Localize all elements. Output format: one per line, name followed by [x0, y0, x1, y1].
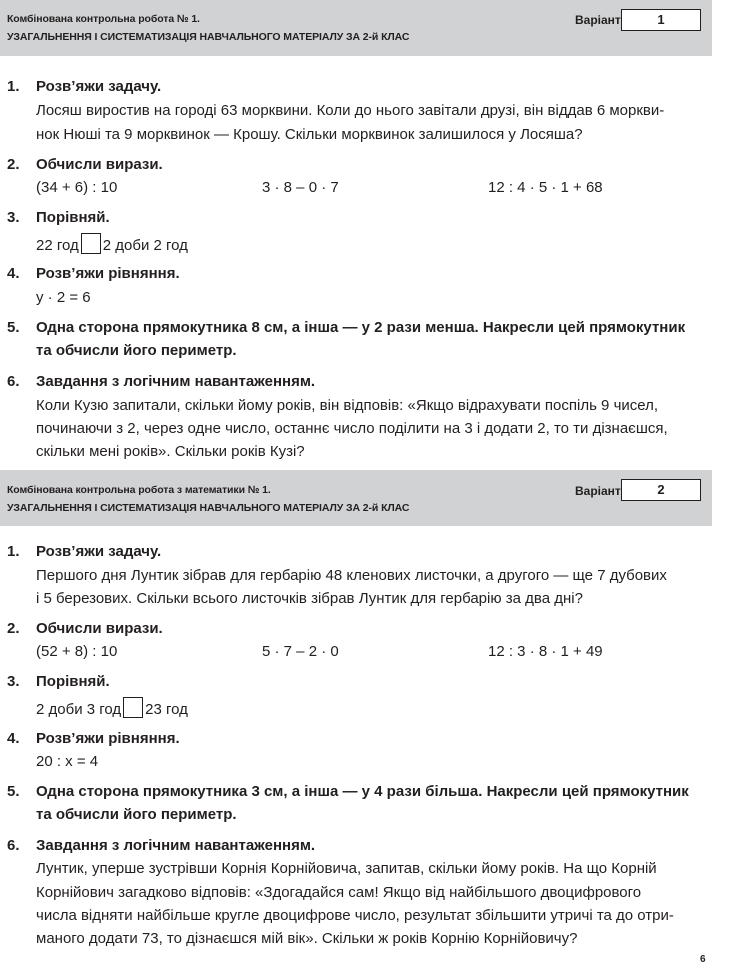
task-number: 3. [7, 673, 20, 690]
task-title: Обчисли вирази. [36, 620, 163, 637]
task-title: Розв’яжи задачу. [36, 543, 162, 560]
task-number: 2. [7, 156, 20, 173]
expression: 5 · 7 – 2 · 0 [262, 643, 339, 660]
variant-2-header [0, 470, 712, 526]
task-title: Розв’яжи рівняння. [36, 730, 180, 747]
comparison [36, 697, 188, 718]
comparison-left: 2 доби 3 год [36, 701, 122, 718]
task-text: маного додати 73, то дізнаєшся мій вік». Скільки ж років Корнію Корнійовичу? [36, 930, 578, 947]
header-title: Комбінована контрольна робота № 1. [7, 13, 200, 25]
variant-label: Варіант [575, 13, 621, 27]
comparison [36, 233, 188, 254]
task-number: 4. [7, 265, 20, 282]
expression: (34 + 6) : 10 [36, 179, 118, 196]
task-title: Завдання з логічним навантаженням. [36, 373, 316, 390]
expression: 12 : 4 · 5 · 1 + 68 [488, 179, 603, 196]
task-number: 2. [7, 620, 20, 637]
equation: 20 : x = 4 [36, 753, 99, 770]
task-title: та обчисли його периметр. [36, 806, 237, 823]
header-subtitle: УЗАГАЛЬНЕННЯ І СИСТЕМАТИЗАЦІЯ НАВЧАЛЬНОГО МАТЕРІАЛУ ЗА 2-й КЛАС [7, 502, 410, 514]
page-number: 6 [700, 954, 706, 965]
task-number: 5. [7, 319, 20, 336]
comparison-left: 22 год [36, 237, 79, 254]
task-title: Порівняй. [36, 209, 110, 226]
task-title: Розв’яжи задачу. [36, 78, 162, 95]
equation: y · 2 = 6 [36, 289, 91, 306]
task-text: Коли Кузю запитали, скільки йому років, він відповів: «Якщо відрахувати поспіль 9 чисел, [36, 397, 659, 414]
expression: 3 · 8 – 0 · 7 [262, 179, 339, 196]
task-text: Лунтик, уперше зустрівши Корнія Корнійовича, запитав, скільки йому років. На що Корній [36, 860, 657, 877]
task-text: Першого дня Лунтик зібрав для гербарію 48 кленових листочки, а другого — ще 7 дубових [36, 567, 667, 584]
task-number: 5. [7, 783, 20, 800]
task-text: Лосяш виростив на городі 63 морквини. Коли до нього завітали друзі, він віддав 6 моркви- [36, 102, 665, 119]
header-title: Комбінована контрольна робота з математики № 1. [7, 484, 271, 496]
comparison-right: 23 год [145, 701, 188, 718]
expression: 12 : 3 · 8 · 1 + 49 [488, 643, 603, 660]
task-title: Розв’яжи рівняння. [36, 265, 180, 282]
task-text: нок Нюші та 9 морквинок — Крошу. Скільки морквинок залишилося у Лосяша? [36, 126, 583, 143]
task-text: починаючи з 2, через одне число, останнє число поділити на 3 і додати 2, то ти дізнаєшся, [36, 420, 668, 437]
variant-1-header [0, 0, 712, 56]
comparison-box[interactable] [81, 233, 101, 254]
task-title: Порівняй. [36, 673, 110, 690]
comparison-right: 2 доби 2 год [102, 237, 188, 254]
task-number: 4. [7, 730, 20, 747]
task-text: і 5 березових. Скільки всього листочків зібрав Лунтик для гербарію за два дні? [36, 590, 583, 607]
task-text: Корнійович загадково відповів: «Здогадайся сам! Якщо від найбільшого двоцифрового [36, 884, 642, 901]
variant-number-box: 1 [621, 9, 701, 31]
task-title: Одна сторона прямокутника 8 см, а інша — у 2 рази менша. Накресли цей прямокутник [36, 319, 686, 336]
task-number: 1. [7, 543, 20, 560]
task-text: скільки мені років». Скільки років Кузі? [36, 443, 305, 460]
task-number: 6. [7, 837, 20, 854]
expression: (52 + 8) : 10 [36, 643, 118, 660]
variant-number-box: 2 [621, 479, 701, 501]
task-text: числа відняти найбільше кругле двоцифрове число, результат збільшити утричі та до отри- [36, 907, 674, 924]
comparison-box[interactable] [123, 697, 143, 718]
task-title: Одна сторона прямокутника 3 см, а інша — у 4 рази більша. Накресли цей прямокутник [36, 783, 689, 800]
task-title: та обчисли його периметр. [36, 342, 237, 359]
task-number: 3. [7, 209, 20, 226]
task-title: Обчисли вирази. [36, 156, 163, 173]
variant-label: Варіант [575, 484, 621, 498]
task-number: 1. [7, 78, 20, 95]
task-number: 6. [7, 373, 20, 390]
task-title: Завдання з логічним навантаженням. [36, 837, 316, 854]
header-subtitle: УЗАГАЛЬНЕННЯ І СИСТЕМАТИЗАЦІЯ НАВЧАЛЬНОГО МАТЕРІАЛУ ЗА 2-й КЛАС [7, 31, 410, 43]
